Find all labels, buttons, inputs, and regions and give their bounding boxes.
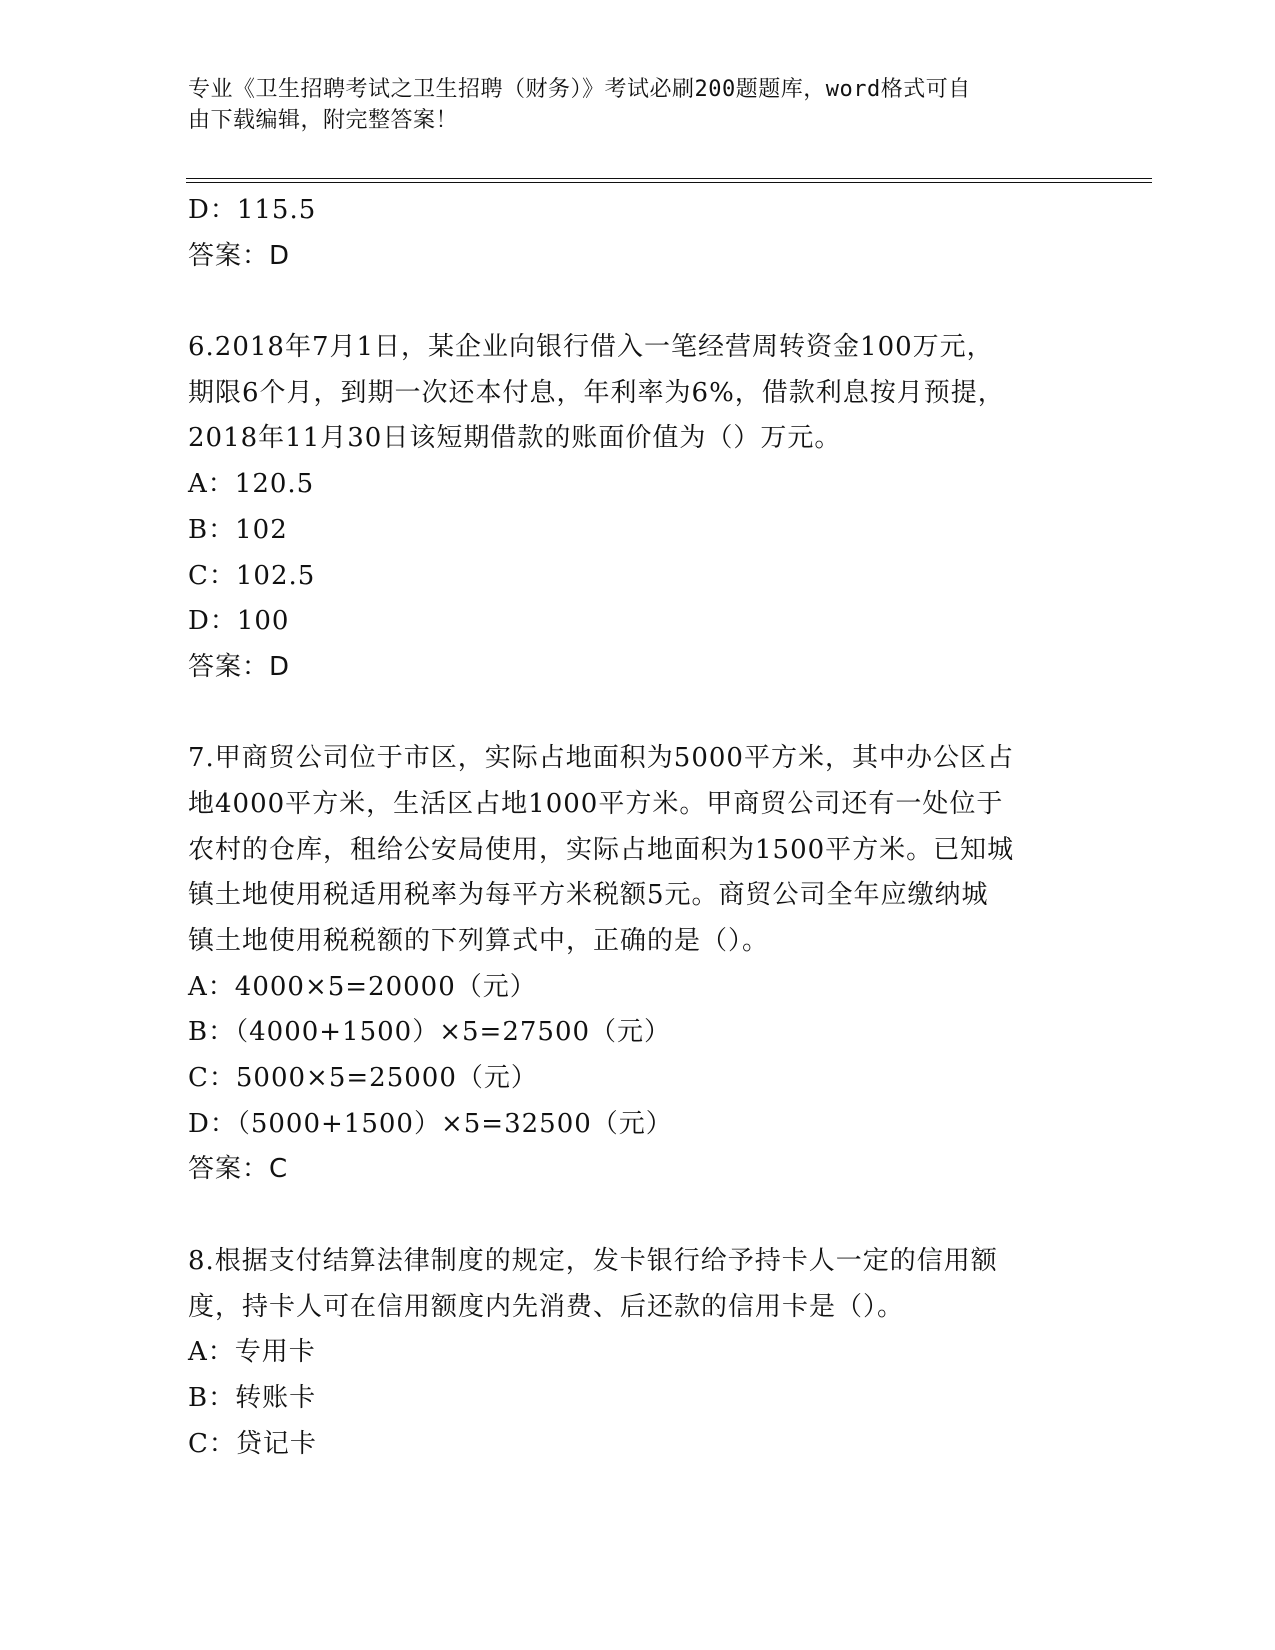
q7-option-d: D：（5000+1500）×5=32500（元） [188, 1108, 673, 1139]
question-8 [188, 1239, 1088, 1467]
spacer [188, 1193, 1088, 1239]
q5-option-d: D：115.5 [188, 195, 317, 225]
q7-option-a: A：4000×5=20000（元） [188, 971, 537, 1002]
q6-answer: 答案：D [188, 651, 291, 682]
header-title-line-2: 由下载编辑，附完整答案！ [188, 108, 459, 133]
header-divider-bottom [186, 182, 1152, 183]
q7-stem-line: 镇土地使用税适用税率为每平方米税额5元。商贸公司全年应缴纳城 [188, 880, 989, 911]
q8-stem-line: 8.根据支付结算法律制度的规定，发卡银行给予持卡人一定的信用额 [188, 1245, 998, 1276]
q7-option-c: C：5000×5=25000（元） [188, 1063, 538, 1094]
q8-option-c: C：贷记卡 [188, 1428, 317, 1459]
spacer [188, 279, 1088, 325]
q6-stem-line: 6.2018年7月1日，某企业向银行借入一笔经营周转资金100万元， [188, 332, 994, 363]
q5-answer: 答案：D [188, 240, 291, 271]
q6-stem-line: 2018年11月30日该短期借款的账面价值为（）万元。 [188, 423, 842, 454]
question-content [188, 188, 1088, 1467]
q6-option-c: C：102.5 [188, 560, 316, 591]
q6-stem-line: 期限6个月，到期一次还本付息，年利率为6%，借款利息按月预提， [188, 377, 1005, 408]
question-6 [188, 325, 1088, 691]
q7-answer: 答案：C [188, 1154, 289, 1185]
q7-option-b: B：（4000+1500）×5=27500（元） [188, 1017, 672, 1048]
spacer [188, 691, 1088, 737]
q7-stem-line: 农村的仓库，租给公安局使用，实际占地面积为1500平方米。已知城 [188, 834, 1015, 865]
q6-option-a: A：120.5 [188, 469, 315, 500]
header-divider-top [186, 178, 1152, 179]
q7-stem-line: 镇土地使用税税额的下列算式中，正确的是（）。 [188, 926, 770, 956]
page-header [188, 74, 1068, 136]
q6-option-d: D：100 [188, 606, 290, 637]
q7-stem-line: 7.甲商贸公司位于市区，实际占地面积为5000平方米，其中办公区占 [188, 743, 1014, 774]
header-title-line-1: 专业《卫生招聘考试之卫生招聘（财务）》考试必刷200题题库，word格式可自 [188, 77, 971, 102]
question-7 [188, 736, 1088, 1193]
q8-option-b: B：转账卡 [188, 1382, 317, 1413]
q8-option-a: A：专用卡 [188, 1337, 316, 1368]
q6-option-b: B：102 [188, 514, 288, 545]
q7-stem-line: 地4000平方米，生活区占地1000平方米。甲商贸公司还有一处位于 [188, 788, 1004, 819]
q8-stem-line: 度，持卡人可在信用额度内先消费、后还款的信用卡是（）。 [188, 1291, 905, 1322]
